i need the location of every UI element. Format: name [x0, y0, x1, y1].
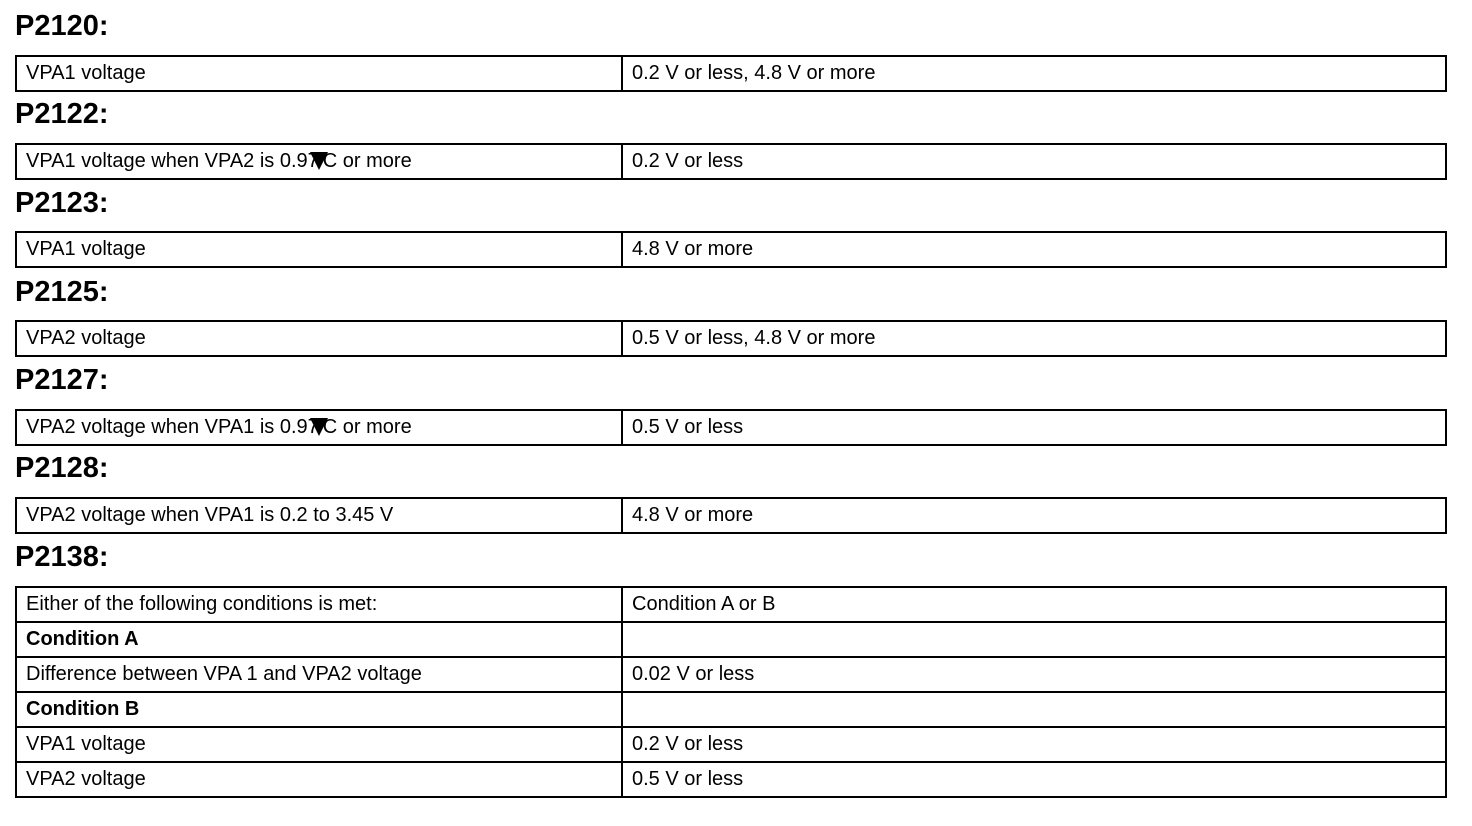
table-row	[16, 587, 1446, 622]
value-cell: 4.8 V or more	[622, 498, 1446, 533]
table-row	[16, 232, 1446, 267]
table-row	[16, 622, 1446, 657]
dtc-condition-table	[15, 497, 1447, 534]
dtc-condition-table	[15, 55, 1447, 92]
table-row	[16, 762, 1446, 797]
condition-cell: VPA1 voltage	[16, 232, 622, 267]
value-cell: 0.5 V or less	[622, 762, 1446, 797]
condition-text-suffix: C or more	[322, 416, 412, 438]
condition-cell: VPA2 voltage	[16, 762, 622, 797]
condition-cell: VPA2 voltage	[16, 321, 622, 356]
value-cell: 0.5 V or less, 4.8 V or more	[622, 321, 1446, 356]
value-cell: 0.5 V or less	[622, 410, 1446, 445]
table-row	[16, 144, 1446, 179]
condition-group-label: Condition A	[16, 622, 622, 657]
dtc-code-heading: P2123:	[15, 187, 109, 219]
condition-text-suffix: C or more	[322, 150, 412, 172]
dtc-condition-table	[15, 143, 1447, 180]
condition-cell: VPA2 voltage when VPA1 is 0.2 to 3.45 V	[16, 498, 622, 533]
table-row	[16, 410, 1446, 445]
dtc-code-heading: P2125:	[15, 276, 109, 308]
value-cell	[622, 622, 1446, 657]
condition-group-label: Condition B	[16, 692, 622, 727]
value-cell: 0.2 V or less	[622, 727, 1446, 762]
dtc-code-heading: P2120:	[15, 10, 109, 42]
condition-text-prefix: VPA1 voltage when VPA2 is 0.97	[26, 150, 319, 172]
dtc-condition-table	[15, 231, 1447, 268]
table-row	[16, 727, 1446, 762]
dtc-condition-table	[15, 409, 1447, 446]
condition-cell: Either of the following conditions is met:	[16, 587, 622, 622]
dtc-condition-table	[15, 320, 1447, 357]
dtc-code-heading: P2138:	[15, 541, 109, 573]
table-row	[16, 321, 1446, 356]
dtc-condition-table	[15, 586, 1447, 798]
condition-cell: Difference between VPA 1 and VPA2 voltage	[16, 657, 622, 692]
condition-cell: VPA1 voltage	[16, 727, 622, 762]
table-row	[16, 657, 1446, 692]
condition-cell	[16, 144, 622, 179]
value-cell: 0.2 V or less, 4.8 V or more	[622, 56, 1446, 91]
table-row	[16, 56, 1446, 91]
value-cell: 4.8 V or more	[622, 232, 1446, 267]
value-cell: Condition A or B	[622, 587, 1446, 622]
table-row	[16, 498, 1446, 533]
condition-text-prefix: VPA2 voltage when VPA1 is 0.97	[26, 416, 319, 438]
table-row	[16, 692, 1446, 727]
dtc-code-heading: P2122:	[15, 98, 109, 130]
condition-cell: VPA1 voltage	[16, 56, 622, 91]
condition-cell	[16, 410, 622, 445]
dtc-code-heading: P2128:	[15, 452, 109, 484]
dtc-code-heading: P2127:	[15, 364, 109, 396]
value-cell	[622, 692, 1446, 727]
value-cell: 0.02 V or less	[622, 657, 1446, 692]
value-cell: 0.2 V or less	[622, 144, 1446, 179]
